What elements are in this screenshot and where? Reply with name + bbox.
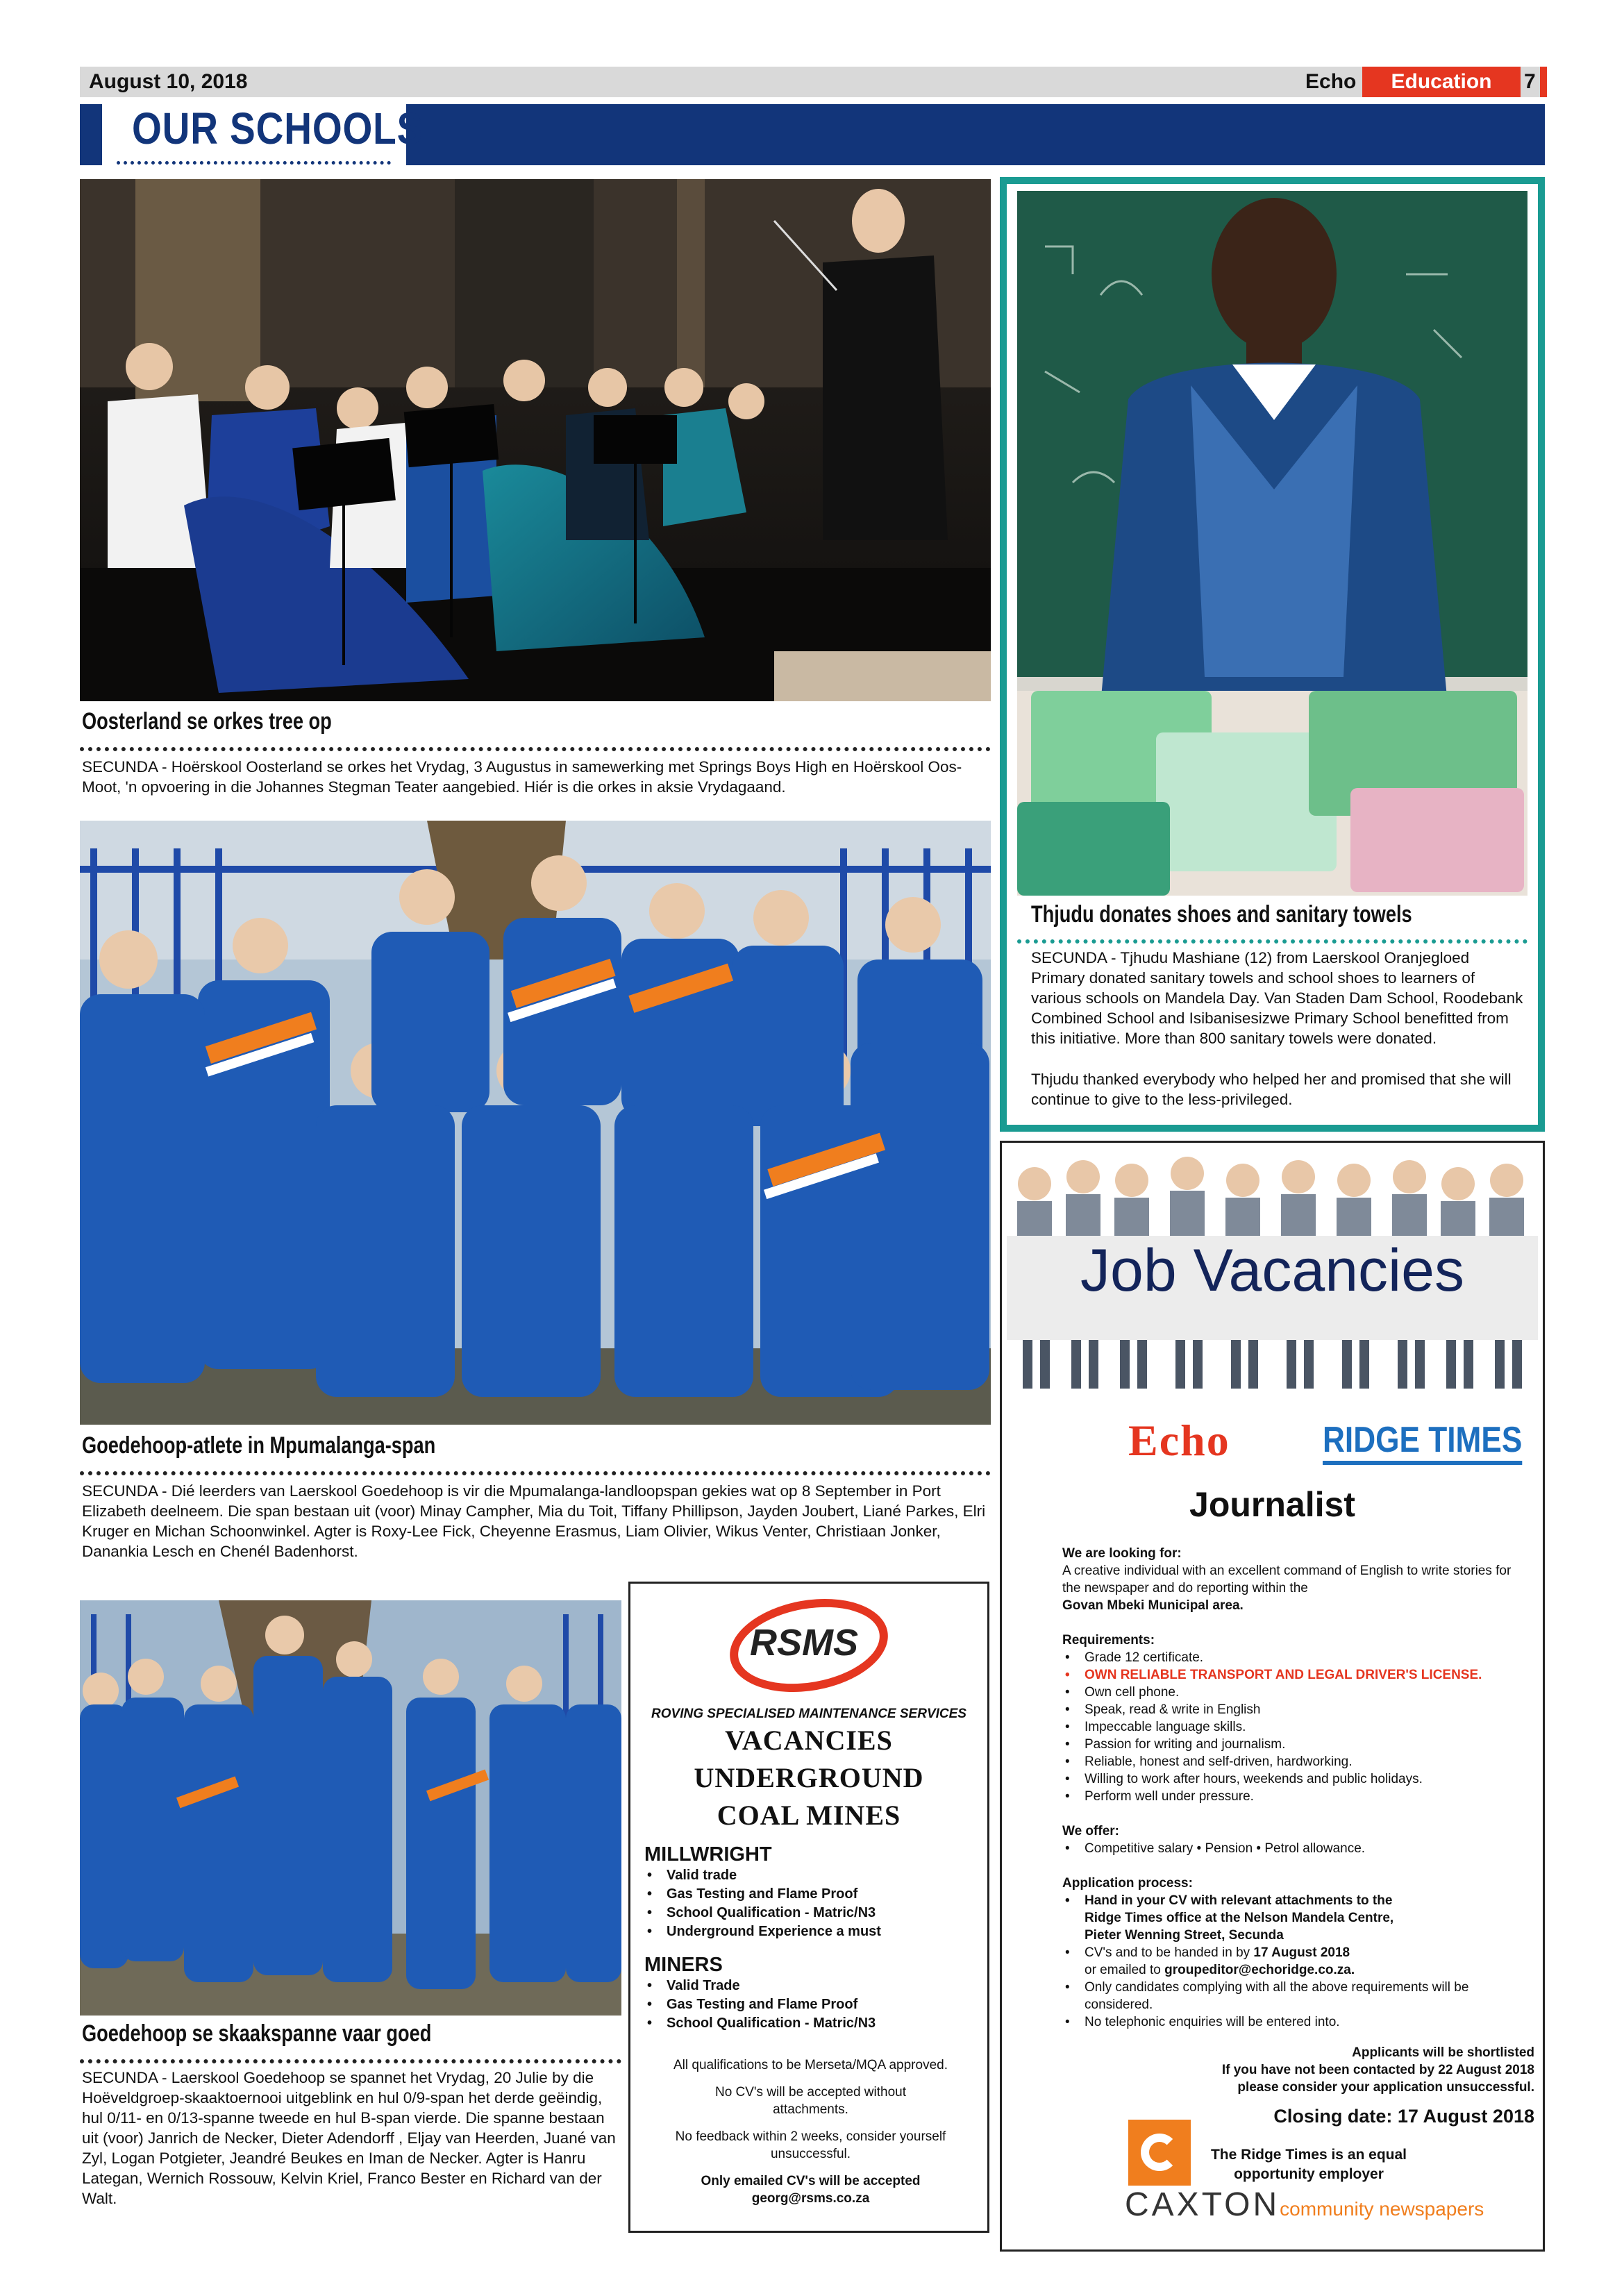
job-vacancies-title: Job Vacancies: [1080, 1237, 1464, 1304]
rsms-note-2: No CV's will be accepted without attachments.: [714, 2085, 907, 2117]
issue-date: August 10, 2018: [89, 70, 248, 93]
requirement-item: • Reliable, honest and self-driven, hardworking.: [1062, 1753, 1521, 1770]
rsms-tagline: ROVING SPECIALISED MAINTENANCE SERVICES: [651, 1707, 966, 1721]
story2-divider: [80, 1471, 991, 1475]
story4-body-p2: Thjudu thanked everybody who helped her and promised that she will continue to give to the less-privileged.: [1031, 1071, 1512, 1108]
looking-text: A creative individual with an excellent command of English to write stories for the newspaper and do reporting within the: [1062, 1564, 1512, 1595]
ridge-times-logo: RIDGE TIMES: [1323, 1419, 1522, 1465]
section-label: Education: [1362, 67, 1521, 97]
requirement-item: • Perform well under pressure.: [1062, 1788, 1521, 1805]
application-item: [1062, 1944, 1521, 1979]
shortlist-notice: [1111, 2044, 1534, 2096]
story2-headline: Goedehoop-atlete in Mpumalanga-span: [82, 1432, 436, 1459]
closing-date: Closing date: 17 August 2018: [1273, 2106, 1534, 2127]
email-text: or emailed to: [1085, 1963, 1165, 1977]
application-item: • Hand in your CV with relevant attachments to the Ridge Times office at the Nelson Mandela Centre, Pieter Wenning Street, Secunda: [1062, 1892, 1521, 1944]
story1-divider: [80, 747, 991, 751]
banner-underline: [117, 161, 391, 165]
application-item: • No telephonic enquiries will be entered into.: [1062, 2013, 1521, 2031]
looking-heading: We are looking for:: [1062, 1546, 1182, 1561]
rsms-note-3: No feedback within 2 weeks, consider yourself unsuccessful.: [675, 2129, 946, 2161]
caxton-name: CAXTON: [1125, 2186, 1280, 2223]
email-address[interactable]: groupeditor@echoridge.co.za.: [1164, 1963, 1355, 1977]
page-marker: [1540, 67, 1547, 97]
story2-body: SECUNDA - Dié leerders van Laerskool Goedehoop is vir die Mpumalanga-landloopspan gekies wat op 8 September in Port Elizabeth deelneem. Die span bestaan uit (voor) Minay Campher, Mia du Toit, Tiffany Phillipson, Jayden Joubert, Liané Parkes, Elri Kruger en Michan Schoonwinkel. Agter is Roxy-Lee Fick, Cheyenne Erasmus, Liam Olivier, Wikus Venter, Christiaan Jonker, Danankia Lesch en Chenél Badenhorst.: [82, 1482, 986, 1560]
requirement-item: • OWN RELIABLE TRANSPORT AND LEGAL DRIVER'S LICENSE.: [1062, 1666, 1521, 1684]
story1-headline: Oosterland se orkes tree op: [82, 708, 332, 735]
millwright-heading: MILLWRIGHT: [644, 1843, 772, 1866]
rsms-title-line-3: COAL MINES: [717, 1800, 901, 1831]
millwright-item: • Gas Testing and Flame Proof: [644, 1885, 978, 1904]
story4-headline: Thjudu donates shoes and sanitary towels: [1031, 901, 1412, 928]
requirement-item: • Own cell phone.: [1062, 1684, 1521, 1701]
story4-body-p1: SECUNDA - Tjhudu Mashiane (12) from Laerskool Oranjegloed Primary donated sanitary towels and school shoes to learners of various schools on Mandela Day. Van Staden Dam School, Roodebank Combined School and Isibanisesizwe Primary School benefitted from this initiative. More than 800 sanitary towels were donated.: [1031, 949, 1523, 1047]
thjudu-photo: [1017, 191, 1527, 896]
miners-item: • School Qualification - Matric/N3: [644, 2014, 978, 2033]
story3-divider: [80, 2059, 621, 2063]
orchestra-photo: [80, 179, 991, 701]
equal-opportunity: The Ridge Times is an equal opportunity employer: [1210, 2147, 1407, 2182]
offer-heading: We offer:: [1062, 1824, 1119, 1838]
rsms-title: [639, 1722, 979, 1834]
application-item: • Only candidates complying with all the above requirements will be considered.: [1062, 1979, 1521, 2013]
offer-list: [1062, 1840, 1521, 1857]
requirements-heading: Requirements:: [1062, 1633, 1155, 1648]
shortlist-line-1: Applicants will be shortlisted: [1352, 2045, 1534, 2060]
rsms-title-line-1: VACANCIES: [725, 1725, 893, 1756]
miners-heading: MINERS: [644, 1954, 723, 1976]
rsms-notes: [649, 2056, 972, 2207]
requirement-item: • Speak, read & write in English: [1062, 1701, 1521, 1718]
offer-item: • Competitive salary • Pension • Petrol allowance.: [1062, 1840, 1521, 1857]
application-heading: Application process:: [1062, 1876, 1193, 1891]
rsms-logo-text: RSMS: [750, 1622, 859, 1664]
requirements-list: [1062, 1649, 1521, 1805]
miners-item: • Valid Trade: [644, 1977, 978, 1995]
story3-body: SECUNDA - Laerskool Goedehoop se spannet het Vrydag, 20 Julie by die Hoëveldgroep-skaaktoernooi uitgeblink en hul 0/9-span het derde geëindig, hul 0/11- en 0/13-spanne tweede en hul B-span vierde. Die spanne bestaan uit (voor) Janrich de Necker, Dieter Adendorff , Eljay van Heerden, Juané van Zyl, Logan Potgieter, Jeandré Beukes en Iman de Necker. Agter is Hanru Lategan, Wernich Rossouw, Kelvin Kriel, Franco Bester en Richard van der Walt.: [82, 2069, 616, 2207]
deadline-date: 17 August 2018: [1253, 1945, 1350, 1960]
rsms-note-1: All qualifications to be Merseta/MQA approved.: [673, 2058, 948, 2072]
millwright-item: • Underground Experience a must: [644, 1922, 978, 1941]
story4-divider: [1017, 939, 1527, 944]
page-banner-title: OUR SCHOOLS: [132, 103, 424, 153]
athletes-photo: [80, 821, 991, 1425]
shortlist-line-2: If you have not been contacted by 22 August 2018: [1221, 2063, 1534, 2077]
paper-name: Echo: [1305, 70, 1357, 93]
requirement-item: • Passion for writing and journalism.: [1062, 1736, 1521, 1753]
caxton-wordmark: [1125, 2186, 1484, 2224]
story1-body: SECUNDA - Hoërskool Oosterland se orkes het Vrydag, 3 Augustus in samewerking met Springs Boys High en Hoërskool Oos-Moot, 'n opvoering in die Johannes Stegman Teater aangebied. Hiér is die orkes in aksie Vrydagaand.: [82, 758, 962, 796]
caxton-subtitle: community newspapers: [1280, 2198, 1484, 2220]
shortlist-line-3: please consider your application unsuccessful.: [1237, 2080, 1534, 2095]
rsms-title-line-2: UNDERGROUND: [694, 1762, 924, 1793]
millwright-list: [644, 1866, 978, 1941]
journalist-title: Journalist: [1189, 1485, 1355, 1524]
caxton-logo-mark: [1128, 2120, 1191, 2186]
chess-team-photo: [80, 1600, 621, 2016]
millwright-item: • School Qualification - Matric/N3: [644, 1904, 978, 1922]
rsms-jobs: [644, 1843, 978, 2033]
miners-item: • Gas Testing and Flame Proof: [644, 1995, 978, 2014]
journalist-details: [1062, 1545, 1521, 2031]
requirement-item: • Grade 12 certificate.: [1062, 1649, 1521, 1666]
miners-list: [644, 1977, 978, 2033]
requirement-item: • Willing to work after hours, weekends and public holidays.: [1062, 1770, 1521, 1788]
banner-left-block: [80, 104, 102, 165]
application-list: [1062, 1892, 1521, 2031]
looking-area: Govan Mbeki Municipal area.: [1062, 1598, 1244, 1613]
requirement-item: • Impeccable language skills.: [1062, 1718, 1521, 1736]
story3-headline: Goedehoop se skaakspanne vaar goed: [82, 2020, 432, 2047]
echo-logo: Echo: [1128, 1416, 1230, 1465]
deadline-text: CV's and to be handed in by: [1085, 1945, 1254, 1960]
rsms-note-4: Only emailed CV's will be accepted: [701, 2174, 921, 2188]
millwright-item: • Valid trade: [644, 1866, 978, 1885]
page-number: 7: [1524, 70, 1536, 93]
banner-right-band: [406, 104, 1545, 165]
rsms-logo: [729, 1593, 889, 1698]
caxton-logo-c: [1141, 2134, 1178, 2171]
rsms-email[interactable]: georg@rsms.co.za: [751, 2191, 870, 2206]
